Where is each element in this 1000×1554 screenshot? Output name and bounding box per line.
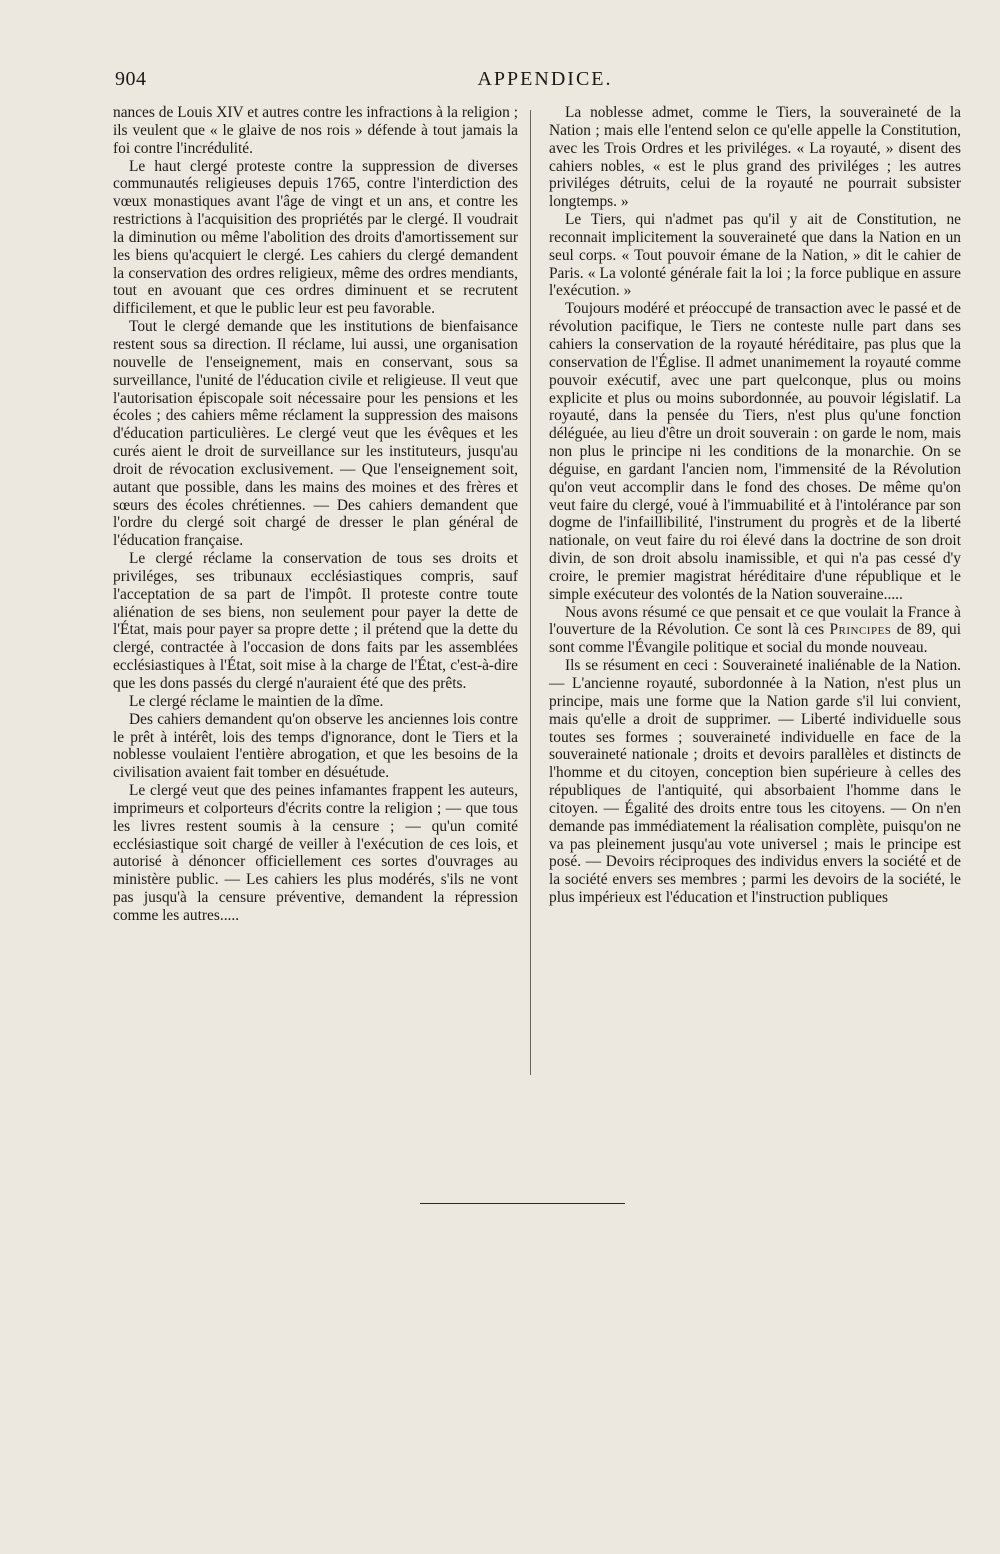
running-title: APPENDICE.: [477, 68, 613, 90]
left-paragraph-2: Le haut clergé proteste contre la suppression de diverses communautés religieuses depuis 1765, contre l'interdiction des vœux monastiques avant l'âge de vingt et un ans, et contre les restrictions à l'acquisition des propriétés par le clergé. Il voudrait la diminution ou même l'abolition des droits d'amortissement sur les biens qu'acquiert le clergé. Les cahiers du clergé demandent la conservation des ordres religieux, même des ordres mendiants, tout en avouant que ces ordres diminuent et se recrutent difficilement, et que le public leur est peu favorable.: [113, 157, 518, 318]
left-paragraph-1: nances de Louis XIV et autres contre les infractions à la religion ; ils veulent que « le glaive de nos rois » défende à tout jamais la foi contre l'incrédulité.: [113, 104, 518, 157]
right-column: [549, 104, 961, 907]
right-paragraph-4-start: Nous avons résumé ce que pensait et ce que voulait la France à l'ouverture de la Révolution. Ce sont là ces: [549, 603, 961, 639]
principes-smallcaps: Principes: [829, 621, 892, 639]
right-paragraph-1: La noblesse admet, comme le Tiers, la souveraineté de la Nation ; mais elle l'entend selon ce qu'elle appelle la Constitution, avec les Trois Ordres et les priviléges. « La royauté, » disent des cahiers nobles, « est le plus grand des priviléges ; les autres priviléges détruits, celui de la royauté ne pourrait subsister longtemps. »: [549, 104, 961, 211]
right-paragraph-2: Le Tiers, qui n'admet pas qu'il y ait de Constitution, ne reconnait implicitement la souveraineté que dans la Nation en un seul corps. « Tout pouvoir émane de la Nation, » dit le cahier de Paris. « La volonté générale fait la loi ; la force publique en assure l'exécution. »: [549, 211, 961, 300]
left-column: [113, 104, 518, 925]
left-paragraph-4: Le clergé réclame la conservation de tous ses droits et priviléges, ses tribunaux ecclésiastiques compris, sauf l'acceptation de sa part de l'impôt. Il proteste contre toute aliénation de ses biens, non seulement pour payer la dette de l'État, mais pour payer sa propre dette ; il prétend que la dette du clergé, contractée à l'occasion de dons faits par les assemblées ecclésiastiques à l'État, soit mise à la charge de l'État, c'est-à-dire que les dons passés du clergé n'auraient été que des prêts.: [113, 550, 518, 692]
right-paragraph-3: Toujours modéré et préoccupé de transaction avec le passé et de révolution pacifique, le Tiers ne conteste nulle part dans ses cahiers la conservation de la royauté héréditaire, pas plus que la conservation de l'Église. Il admet unanimement la royauté comme pouvoir exécutif, avec une part quelconque, plus ou moins explicite et plus ou moins subordonnée, au pouvoir législatif. La royauté, dans la pensée du Tiers, n'est plus qu'une fonction déléguée, au lieu d'être un droit souverain : on garde le nom, mais non plus le principe ni les conditions de la monarchie. On se déguise, en gardant l'ancien nom, l'immensité de la Révolution qu'on veut accomplir dans le fond des choses. De même qu'on veut faire du clergé, voué à l'immuabilité et à l'intolérance par son dogme de l'infaillibilité, l'instrument du progrès et de la liberté nationale, on veut faire du roi élevé dans la doctrine de son droit divin, de son droit absolu inamissible, et qui n'a pas cessé d'y croire, le premier magistrat héréditaire d'une république et le simple exécuteur des volontés de la Nation souveraine.....: [549, 300, 961, 603]
right-paragraph-4: [549, 604, 961, 658]
end-rule: [420, 1203, 625, 1204]
left-paragraph-5: Le clergé réclame le maintien de la dîme.: [129, 692, 384, 710]
page-number: 904: [115, 68, 147, 90]
page-header: [115, 68, 975, 98]
left-paragraph-6: Des cahiers demandent qu'on observe les anciennes lois contre le prêt à intérêt, lois des temps d'ignorance, dont le Tiers et la noblesse voulaient l'entière abrogation, et que les besoins de la civilisation avaient fait tomber en désuétude.: [113, 710, 518, 782]
right-paragraph-5: Ils se résument en ceci : Souveraineté inaliénable de la Nation. — L'ancienne royauté, subordonnée à la Nation, n'est plus un principe, mais une forme que la Nation garde s'il lui convient, mais qu'elle a droit de supprimer. — Liberté individuelle sous toutes ses formes ; souveraineté individuelle en face de la souveraineté nationale ; droits et devoirs parallèles et distincts de l'homme et du citoyen, conception bien supérieure à celles des républiques de l'antiquité, qui absorbaient l'homme dans le citoyen. — Égalité des droits entre tous les citoyens. — On n'en demande pas immédiatement la réalisation complète, puisqu'on ne va pas pleinement jusqu'au vote universel ; mais le principe est posé. — Devoirs réciproques des individus envers la société et de la société envers ses membres ; parmi les devoirs de la société, le plus impérieux est l'éducation et l'instruction publiques: [549, 657, 961, 907]
right-paragraph-4-end: de 89, qui sont comme l'Évangile politique et social du monde nouveau.: [549, 621, 961, 657]
left-paragraph-3: Tout le clergé demande que les institutions de bienfaisance restent sous sa direction. Il réclame, lui aussi, une organisation nouvelle de l'enseignement, mais en conservant, sous sa surveillance, l'unité de l'éducation civile et religieuse. Il veut que l'autorisation épiscopale soit nécessaire pour les pensions et les écoles ; des cahiers même réclament la suppression des maisons d'éducation particulières. Le clergé veut que les évêques et les curés aient le droit de surveillance sur les instituteurs, jusqu'au droit de révocation exclusivement. — Que l'enseignement soit, autant que possible, dans les mains des moines et des frères et sœurs des écoles chrétiennes. — Des cahiers demandent que l'ordre du clergé soit chargé de dresser le plan général de l'éducation française.: [113, 318, 518, 550]
column-divider: [530, 110, 531, 1075]
left-paragraph-7: Le clergé veut que des peines infamantes frappent les auteurs, imprimeurs et colporteurs d'écrits contre la religion ; — que tous les livres restent soumis à la censure ; — qu'un comité ecclésiastique soit chargé de veiller à l'exécution de ces lois, et autorisé à dénoncer officiellement ces sortes d'ouvrages au ministère public. — Les cahiers les plus modérés, s'ils ne vont pas jusqu'à la censure préventive, demandent la répression comme les autres.....: [113, 782, 518, 924]
